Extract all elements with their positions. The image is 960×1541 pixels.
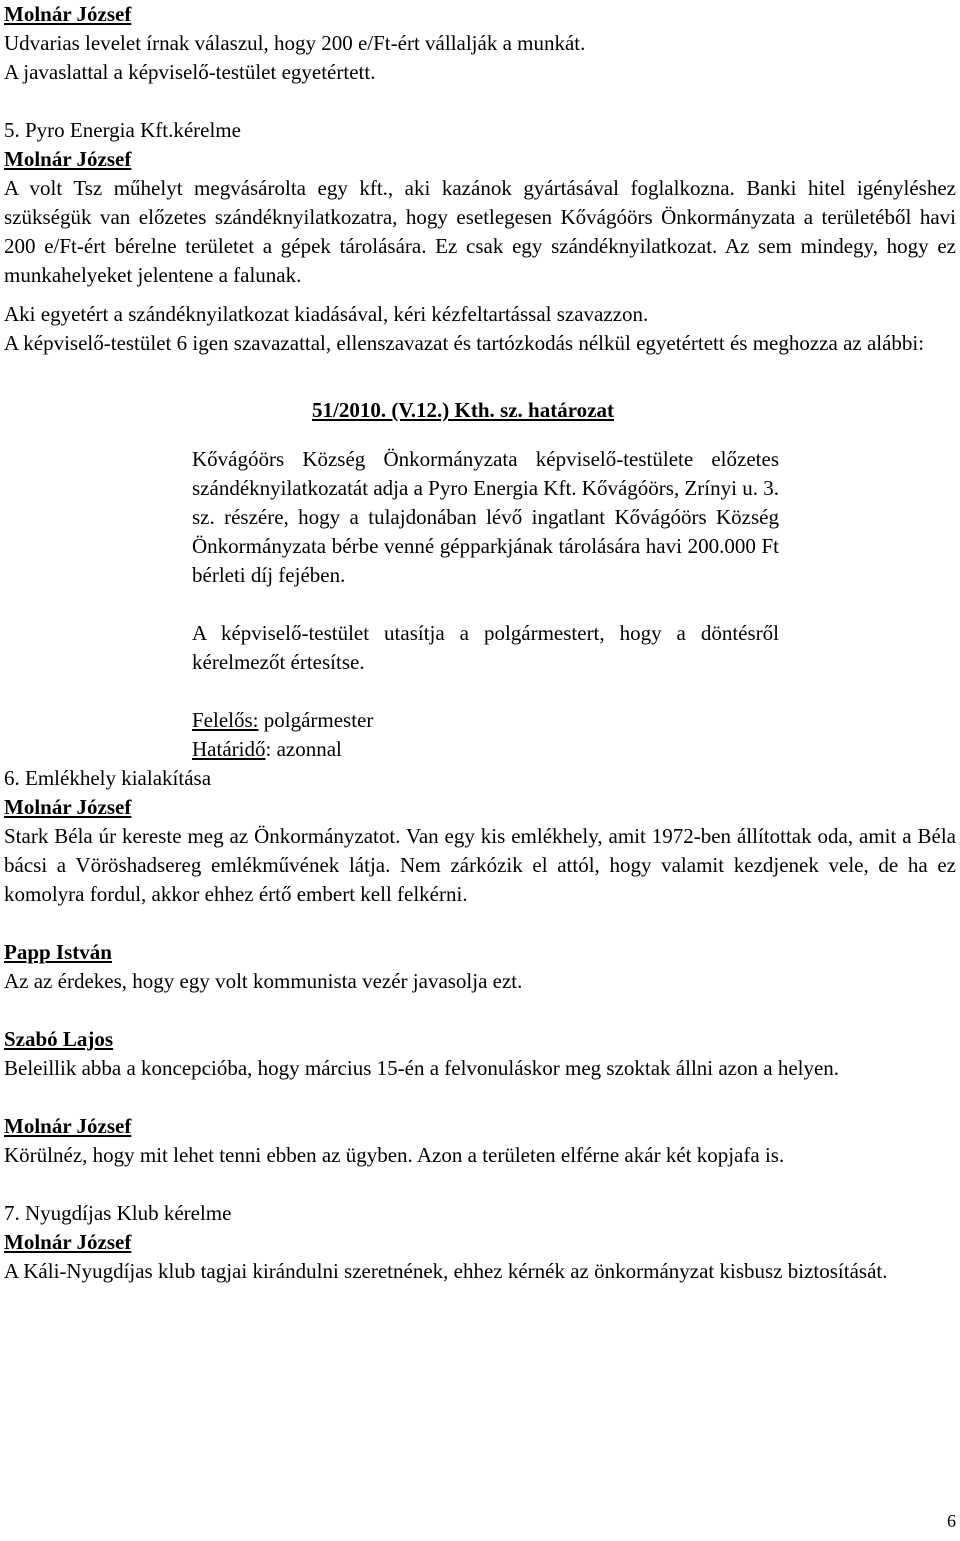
paragraph: Az az érdekes, hogy egy volt kommunista vezér javasolja ezt.	[4, 969, 523, 993]
resolution-block	[304, 396, 956, 425]
resolution-title: 51/2010. (V.12.) Kth. sz. határozat	[312, 398, 614, 422]
resolution-instruction: A képviselő-testület utasítja a polgármestert, hogy a döntésről kérelmezőt értesítse.	[192, 621, 779, 674]
responsible-line	[192, 706, 779, 735]
paragraph: Stark Béla úr kereste meg az Önkormányzatot. Van egy kis emlékhely, amit 1972-ben állítottak oda, amit a Béla bácsi a Vöröshadsereg emlékművének látja. Nem zárkózik el attól, hogy valamit kezdjenek vele, de ha ez komolyra fordul, akkor ehhez értő embert kell felkérni.	[4, 824, 956, 906]
paragraph: Beleillik abba a koncepcióba, hogy március 15-én a felvonuláskor meg szoktak állni azon a helyen.	[4, 1056, 840, 1080]
speaker-name: Molnár József	[4, 1114, 132, 1138]
paragraph-line: A javaslattal a képviselő-testület egyetértett.	[4, 60, 376, 84]
speaker-name: Molnár József	[4, 147, 132, 171]
speaker-name: Molnár József	[4, 2, 132, 26]
vote-result: A képviselő-testület 6 igen szavazattal, ellenszavazat és tartózkodás nélkül egyetértett és meghozza az alábbi:	[4, 331, 925, 355]
vote-call: Aki egyetért a szándéknyilatkozat kiadásával, kéri kézfeltartással szavazzon.	[4, 302, 649, 326]
speaker-name: Papp István	[4, 940, 112, 964]
paragraph: A Káli-Nyugdíjas klub tagjai kirándulni szeretnének, ehhez kérnék az önkormányzat kisbusz biztosítását.	[4, 1259, 888, 1283]
agenda-item-heading: 7. Nyugdíjas Klub kérelme	[4, 1201, 232, 1225]
speaker-name: Molnár József	[4, 795, 132, 819]
speaker-name: Szabó Lajos	[4, 1027, 114, 1051]
agenda-item-heading: 6. Emlékhely kialakítása	[4, 766, 212, 790]
deadline-label: Határidő	[192, 737, 266, 761]
page-number: 6	[947, 1511, 956, 1531]
speaker-name: Molnár József	[4, 1230, 132, 1254]
resolution-text: Kővágóörs Község Önkormányzata képviselő-testülete előzetes szándéknyilatkozatát adja a Pyro Energia Kft. Kővágóörs, Zrínyi u. 3. sz. részére, hogy a tulajdonában lévő ingatlant Kővágóörs Község Önkormányzata bérbe venné gépparkjának tárolására havi 200.000 Ft bérleti díj fejében.	[192, 447, 779, 587]
agenda-item-heading: 5. Pyro Energia Kft.kérelme	[4, 118, 241, 142]
paragraph: A volt Tsz műhelyt megvásárolta egy kft., aki kazánok gyártásával foglalkozna. Banki hitel igényléshez szükségük van előzetes szándéknyilatkozatra, hogy esetlegesen Kővágóörs Önkormányzata a területéből havi 200 e/Ft-ért bérelne területet a gépek tárolására. Ez csak egy szándéknyilatkozat. Az sem mindegy, hogy ez munkahelyeket jelentene a falunak.	[4, 176, 956, 287]
document-page	[4, 0, 956, 1286]
paragraph: Körülnéz, hogy mit lehet tenni ebben az ügyben. Azon a területen elférne akár két kopjafa is.	[4, 1143, 785, 1167]
paragraph-line: Udvarias levelet írnak válaszul, hogy 200 e/Ft-ért vállalják a munkát.	[4, 31, 586, 55]
deadline-line	[192, 735, 779, 764]
responsible-value: polgármester	[258, 708, 374, 732]
resolution-body	[192, 445, 779, 764]
responsible-label: Felelős:	[192, 708, 259, 732]
deadline-value: : azonnal	[265, 737, 342, 761]
